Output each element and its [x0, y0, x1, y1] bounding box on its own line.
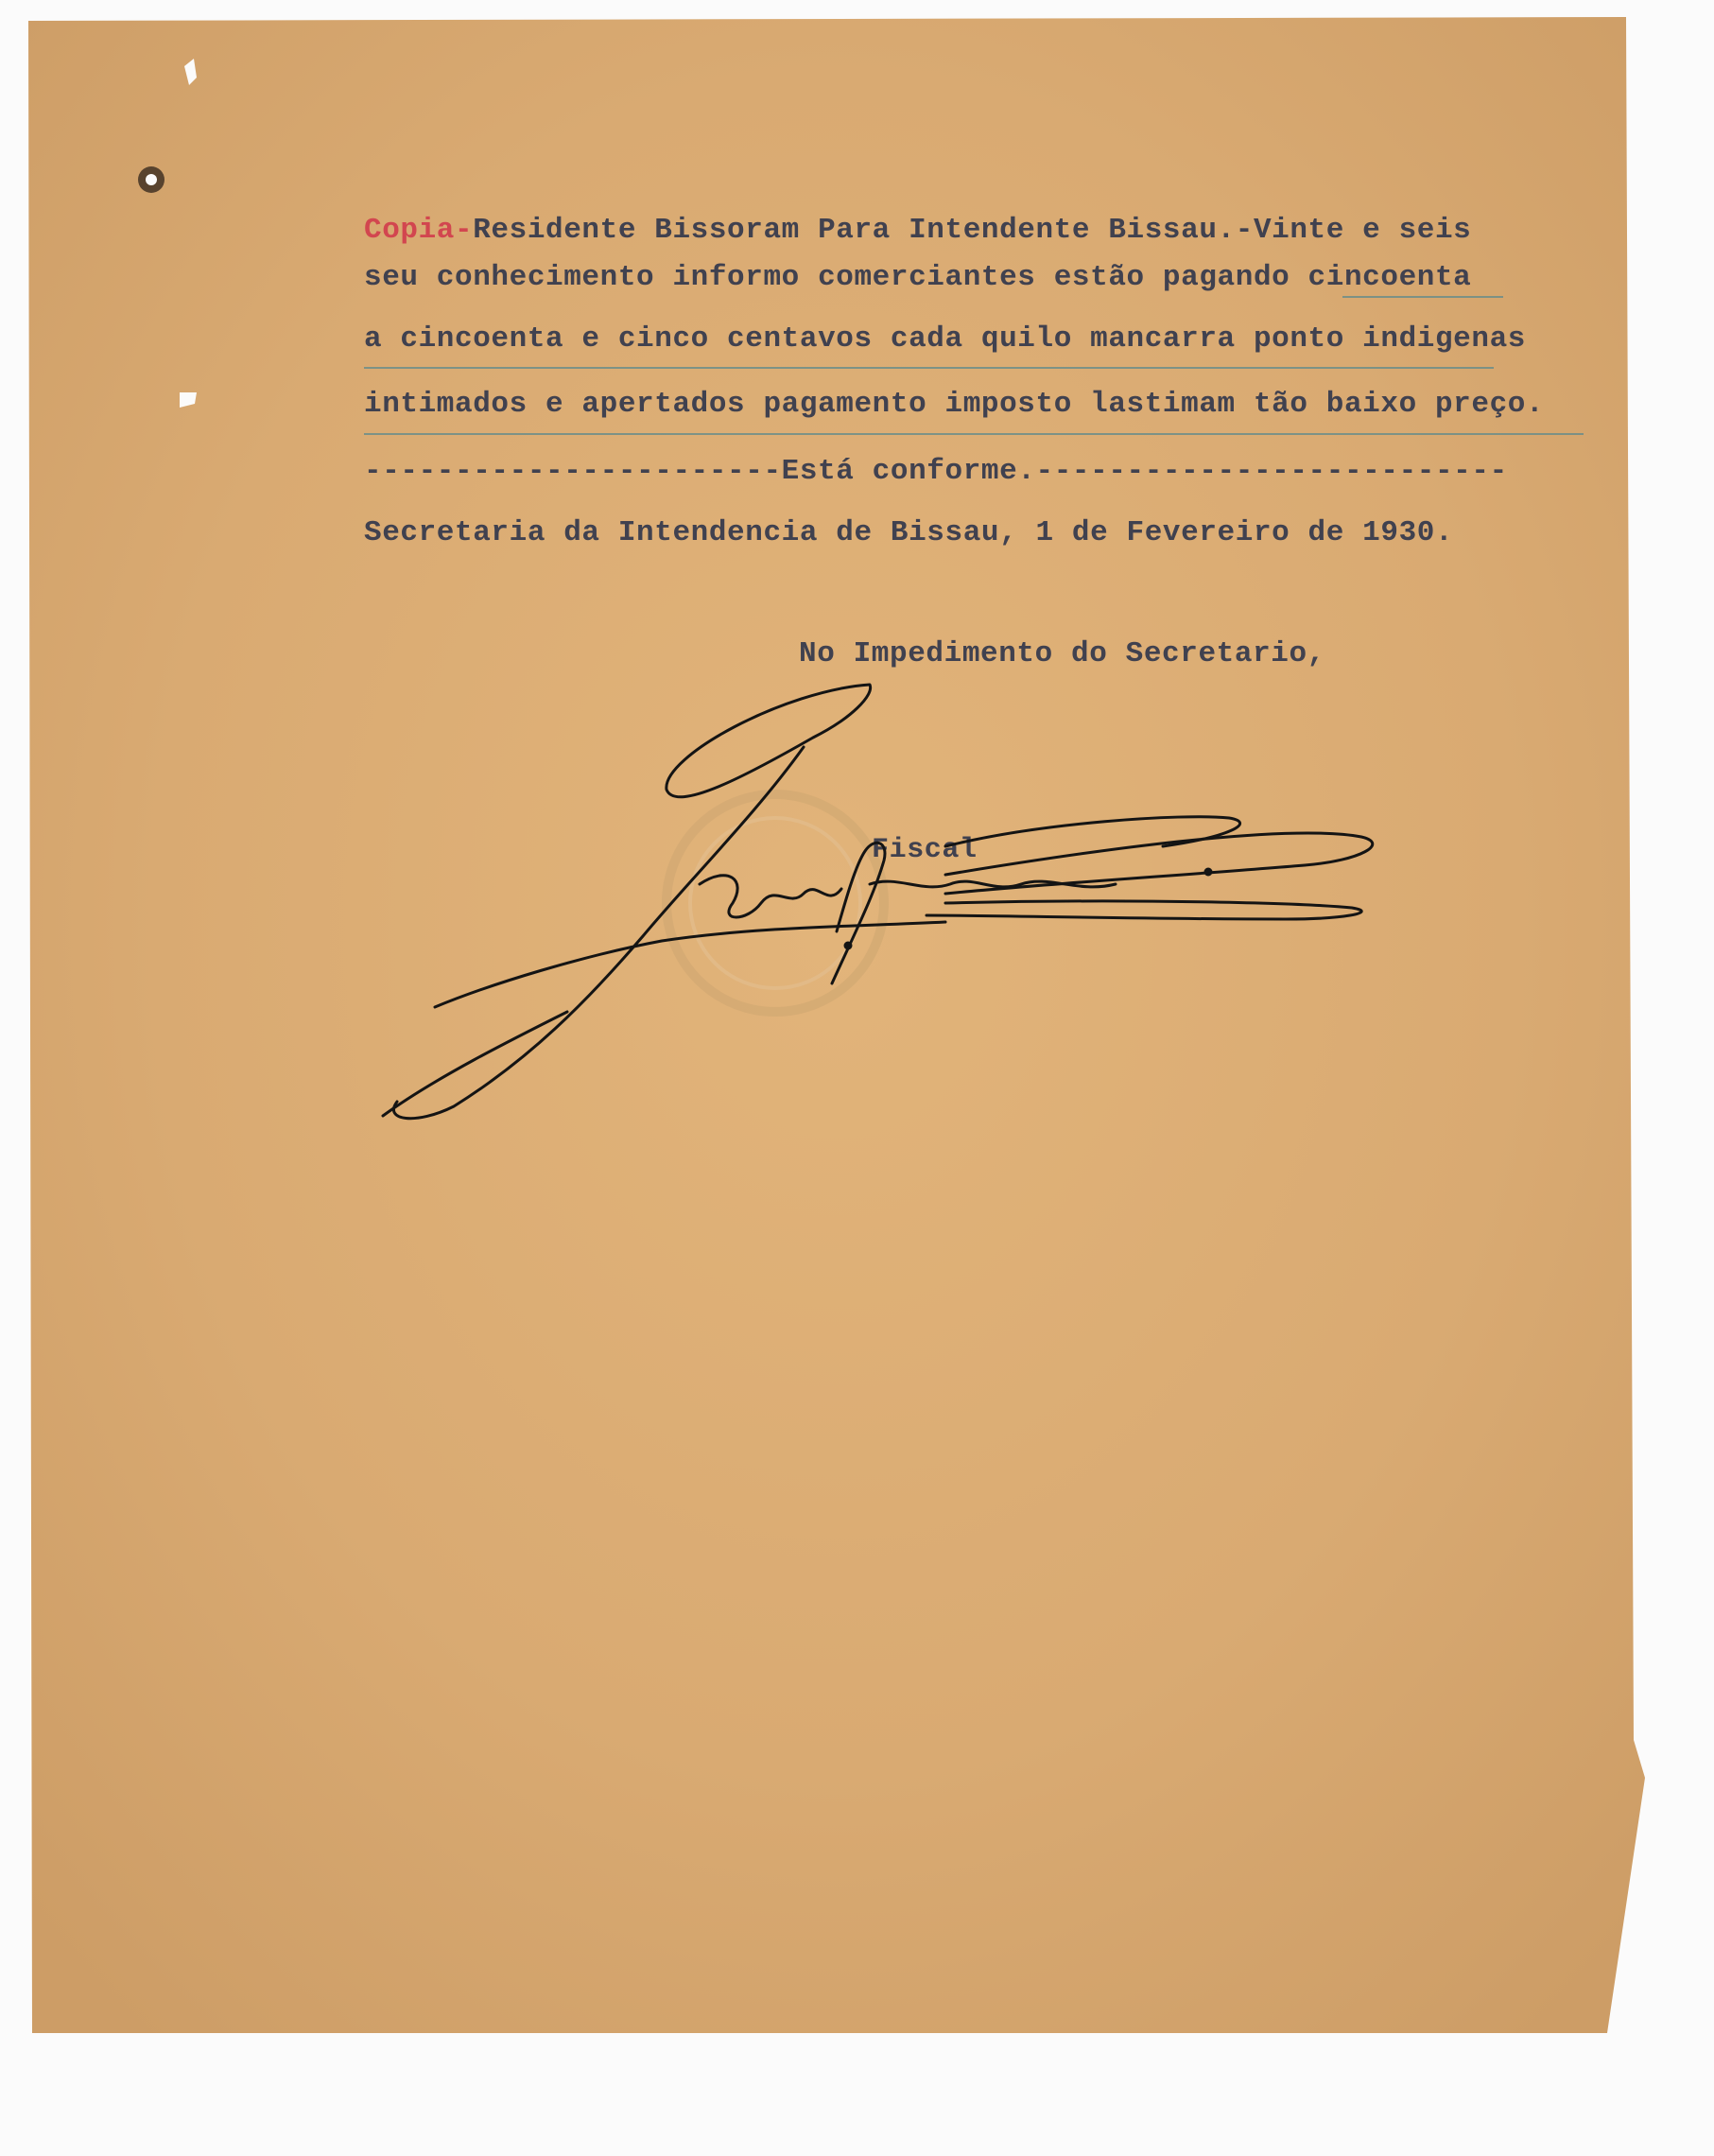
conformity-line: -----------------------Está conforme.--------------------------: [364, 455, 1508, 488]
header-line: [364, 216, 1471, 245]
date-line: Secretaria da Intendencia de Bissau, 1 de Fevereiro de 1930.: [364, 516, 1454, 549]
header-text: Residente Bissoram Para Intendente Bissau.-Vinte e seis: [473, 214, 1472, 247]
body-line-2: seu conhecimento informo comerciantes estão pagando cincoenta: [364, 261, 1472, 294]
underline-cincoenta: [1342, 296, 1503, 298]
body-line-3: a cincoenta e cinco centavos cada quilo mancarra ponto indigenas: [364, 322, 1526, 356]
underline-line-3: [364, 367, 1494, 369]
body-line-4: intimados e apertados pagamento imposto lastimam tão baixo preço.: [364, 388, 1545, 421]
fiscal-label: Fiscal: [872, 834, 978, 866]
copia-label: Copia-: [364, 214, 474, 247]
impediment-line: No Impedimento do Secretario,: [799, 637, 1325, 670]
underline-line-4: [364, 433, 1584, 435]
